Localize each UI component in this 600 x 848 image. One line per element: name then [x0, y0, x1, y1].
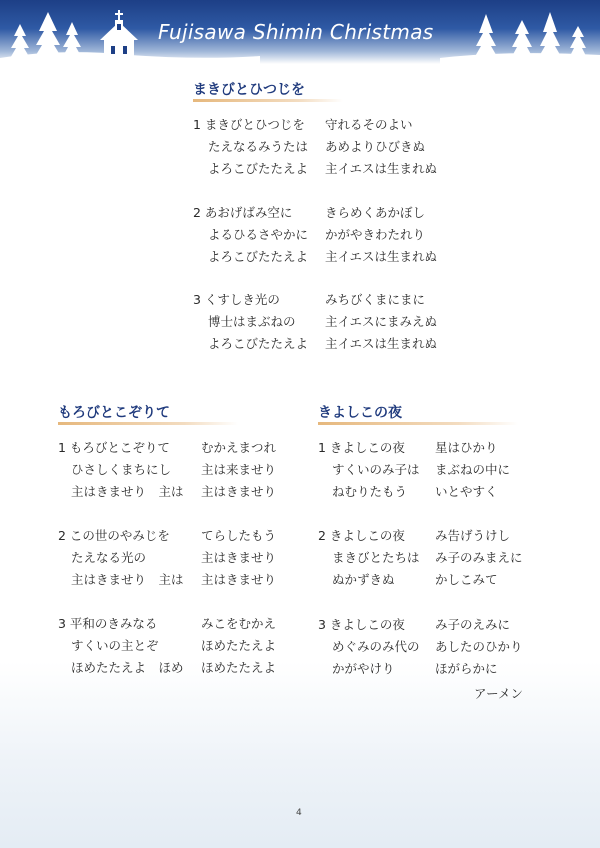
page-number: 4 [296, 808, 302, 818]
lyric-right: 主イエスは生まれぬ [325, 336, 438, 351]
lyric-right: いとやすく [435, 484, 498, 499]
lyric-right: 主はきませり [201, 572, 277, 587]
lyric-left: 3 きよしこの夜 [318, 617, 405, 632]
lyric-right: あしたのひかり [435, 639, 523, 654]
lyric-left: 博士はまぶねの [208, 314, 296, 329]
lyric-left: まきびとたちは [332, 550, 420, 565]
song-title-kiyoshi: きよしこの夜 [318, 405, 402, 421]
verse-kiyoshi-1 [318, 437, 548, 503]
lyric-left: よろこびたたえよ [208, 336, 309, 351]
lyric-left: 1 まきびとひつじを [193, 117, 305, 132]
lyric-left: 2 この世のやみじを [58, 528, 170, 543]
header-banner [0, 0, 600, 64]
lyric-left: よろこびたたえよ [208, 249, 309, 264]
lyric-left: 主はきませり 主は [71, 572, 184, 587]
lyric-left: すくいの主とぞ [71, 638, 159, 653]
verse-morobito-1 [58, 437, 298, 503]
title-underline [58, 422, 238, 425]
lyric-left: たえなる光の [71, 550, 147, 565]
lyric-left: 3 くすしき光の [193, 292, 280, 307]
title-underline [318, 422, 518, 425]
lyric-left: ぬかずきぬ [332, 572, 395, 587]
lyric-left: よるひるさやかに [208, 227, 309, 242]
verse-kiyoshi-2 [318, 525, 548, 591]
lyric-left: 主はきませり 主は [71, 484, 184, 499]
lyric-right: ほがらかに [435, 661, 498, 676]
lyric-right: 主イエスは生まれぬ [325, 161, 438, 176]
lyric-right: むかえまつれ [201, 440, 277, 455]
lyric-right: 主はきませり [201, 550, 277, 565]
lyric-right: ほめたたえよ [201, 660, 277, 675]
verse-morobito-2 [58, 525, 298, 591]
lyric-left: よろこびたたえよ [208, 161, 309, 176]
lyric-right: み子のえみに [435, 617, 511, 632]
lyric-right: 主イエスは生まれぬ [325, 249, 438, 264]
lyric-left: 3 平和のきみなる [58, 616, 158, 631]
verse-makibito-3 [193, 289, 453, 355]
verse-makibito-2 [193, 202, 453, 268]
lyric-right: み子のみまえに [435, 550, 523, 565]
lyric-right: あめよりひびきぬ [325, 139, 426, 154]
song-title-makibito: まきびとひつじを [193, 82, 305, 98]
lyric-left: 2 あおげばみ空に [193, 205, 293, 220]
lyric-right: てらしたもう [201, 528, 277, 543]
lyric-right: みこをむかえ [201, 616, 277, 631]
title-underline [193, 99, 343, 102]
lyric-right: 主はきませり [201, 484, 277, 499]
verse-makibito-1 [193, 114, 453, 180]
lyric-right: かがやきわたれり [325, 227, 426, 242]
lyric-right: ほめたたえよ [201, 638, 277, 653]
song-title-morobito: もろびとこぞりて [58, 405, 170, 421]
verse-morobito-3 [58, 613, 298, 679]
lyric-right: 主は来ませり [201, 462, 277, 477]
amen-ending: アーメン [474, 686, 524, 701]
lyric-right: きらめくあかぼし [325, 205, 426, 220]
lyric-left: ねむりたもう [332, 484, 408, 499]
lyric-right: み告げうけし [435, 528, 511, 543]
lyric-left: めぐみのみ代の [332, 639, 420, 654]
lyric-right: まぶねの中に [435, 462, 511, 477]
lyric-left: かがやけり [332, 661, 395, 676]
lyric-right: 守れるそのよい [325, 117, 413, 132]
lyric-left: 1 きよしこの夜 [318, 440, 405, 455]
verse-kiyoshi-3 [318, 614, 548, 680]
lyric-right: かしこみて [435, 572, 498, 587]
lyric-right: みちびくまにまに [325, 292, 426, 307]
header-title: Fujisawa Shimin Christmas [158, 20, 434, 44]
lyric-left: すくいのみ子は [332, 462, 420, 477]
lyric-left: 1 もろびとこぞりて [58, 440, 170, 455]
lyric-left: 2 きよしこの夜 [318, 528, 405, 543]
lyric-left: ほめたたえよ ほめ [71, 660, 184, 675]
lyric-left: ひさしくまちにし [71, 462, 172, 477]
lyric-right: 星はひかり [435, 440, 498, 455]
lyric-right: 主イエスにまみえぬ [325, 314, 438, 329]
lyric-left: たえなるみうたは [208, 139, 309, 154]
